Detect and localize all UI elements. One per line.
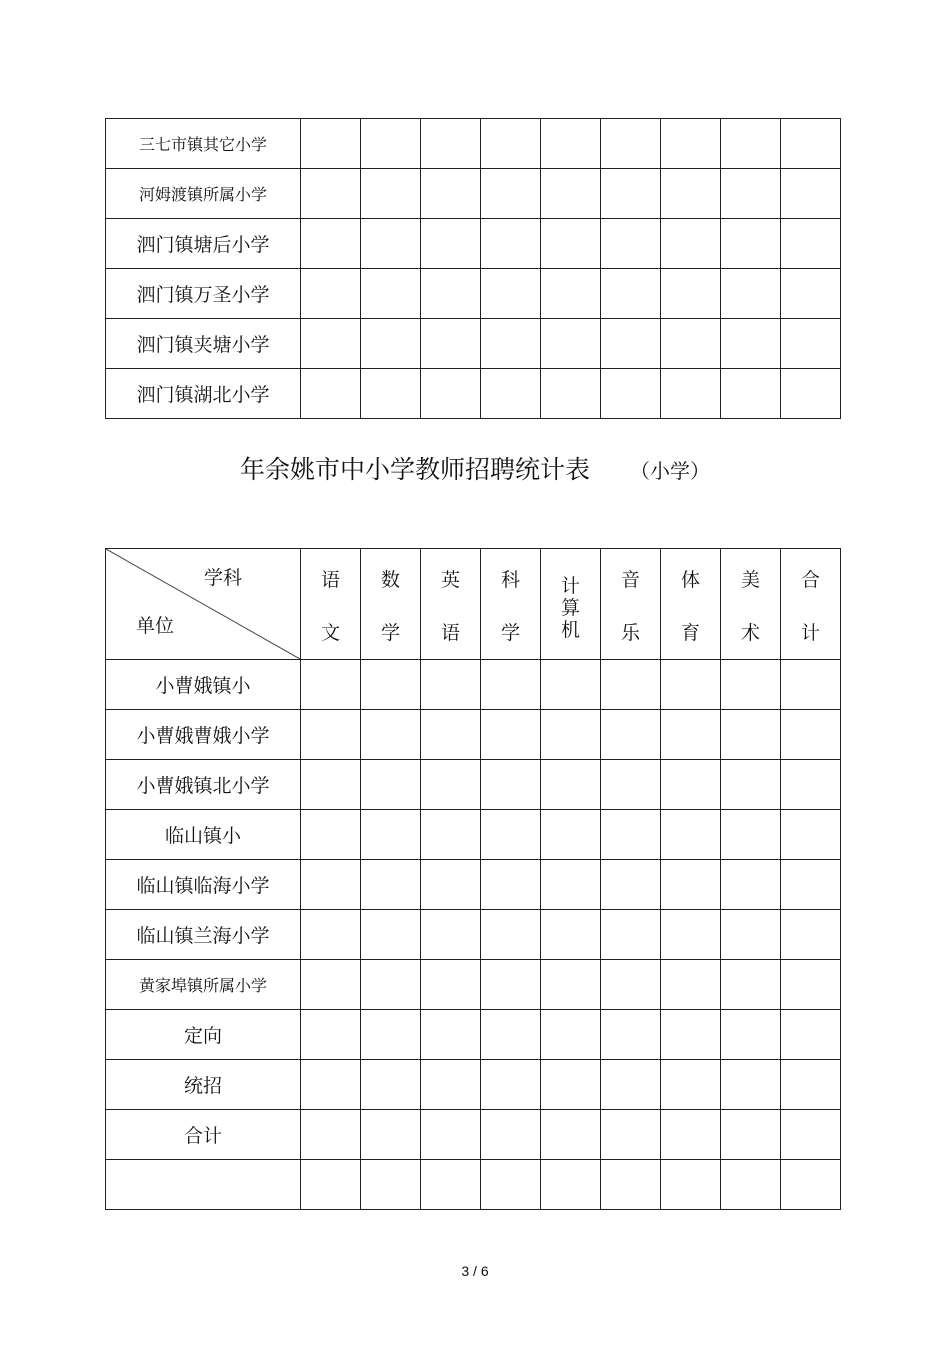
data-cell	[781, 369, 841, 419]
unit-cell: 统招	[106, 1060, 301, 1110]
data-cell	[661, 910, 721, 960]
data-cell	[541, 760, 601, 810]
header-char: 音	[620, 569, 640, 591]
data-cell	[661, 219, 721, 269]
unit-cell: 泗门镇万圣小学	[106, 269, 301, 319]
data-cell	[301, 860, 361, 910]
unit-cell: 小曹娥镇北小学	[106, 760, 301, 810]
data-cell	[361, 660, 421, 710]
data-cell	[541, 369, 601, 419]
unit-cell: 临山镇小	[106, 810, 301, 860]
table-row	[106, 1160, 841, 1210]
data-cell	[661, 710, 721, 760]
data-cell	[301, 760, 361, 810]
data-cell	[361, 319, 421, 369]
table-row	[106, 1060, 841, 1110]
data-cell	[301, 910, 361, 960]
data-cell	[541, 119, 601, 169]
data-cell	[481, 1010, 541, 1060]
data-cell	[421, 269, 481, 319]
data-cell	[481, 169, 541, 219]
data-cell	[301, 369, 361, 419]
data-cell	[481, 1160, 541, 1210]
header-char: 合	[800, 569, 820, 591]
data-cell	[541, 910, 601, 960]
data-cell	[421, 860, 481, 910]
data-cell	[421, 1060, 481, 1110]
header-char: 计	[560, 575, 580, 597]
data-cell	[601, 219, 661, 269]
data-cell	[421, 660, 481, 710]
table-row	[106, 910, 841, 960]
subject-header-chinese	[301, 549, 361, 660]
data-cell	[361, 710, 421, 760]
data-cell	[421, 1010, 481, 1060]
subject-header-total	[781, 549, 841, 660]
recruitment-stats-table	[105, 548, 841, 1210]
data-cell	[361, 810, 421, 860]
data-cell	[301, 710, 361, 760]
header-char: 语	[440, 622, 460, 644]
data-cell	[661, 660, 721, 710]
data-cell	[421, 710, 481, 760]
diagonal-header-cell	[106, 549, 301, 660]
data-cell	[541, 269, 601, 319]
data-cell	[301, 1060, 361, 1110]
table-row	[106, 810, 841, 860]
data-cell	[781, 960, 841, 1010]
header-char: 育	[680, 622, 700, 644]
table-row	[106, 169, 841, 219]
table-row	[106, 710, 841, 760]
subject-header-science	[481, 549, 541, 660]
data-cell	[481, 1110, 541, 1160]
top-table	[105, 118, 841, 419]
data-cell	[661, 1060, 721, 1110]
data-cell	[781, 119, 841, 169]
subject-label: 学科	[204, 567, 243, 589]
data-cell	[661, 960, 721, 1010]
data-cell	[661, 1110, 721, 1160]
header-char: 语	[320, 569, 340, 591]
data-cell	[481, 810, 541, 860]
table-row	[106, 660, 841, 710]
data-cell	[601, 1110, 661, 1160]
table-row	[106, 760, 841, 810]
data-cell	[781, 710, 841, 760]
data-cell	[601, 710, 661, 760]
header-row	[106, 549, 841, 660]
data-cell	[721, 219, 781, 269]
data-cell	[721, 1160, 781, 1210]
unit-cell	[106, 1160, 301, 1210]
unit-cell: 泗门镇夹塘小学	[106, 319, 301, 369]
unit-cell: 黄家埠镇所属小学	[106, 960, 301, 1010]
data-cell	[541, 169, 601, 219]
data-cell	[361, 1160, 421, 1210]
data-cell	[481, 269, 541, 319]
data-cell	[301, 169, 361, 219]
data-cell	[541, 710, 601, 760]
data-cell	[361, 219, 421, 269]
data-cell	[481, 219, 541, 269]
title-sub: （小学）	[630, 459, 710, 483]
document-title	[0, 450, 950, 486]
data-cell	[721, 960, 781, 1010]
data-cell	[661, 860, 721, 910]
data-cell	[601, 1010, 661, 1060]
data-cell	[421, 1110, 481, 1160]
data-cell	[301, 319, 361, 369]
diagonal-line	[106, 549, 300, 659]
data-cell	[541, 1110, 601, 1160]
data-cell	[601, 1160, 661, 1210]
data-cell	[721, 910, 781, 960]
unit-cell: 合计	[106, 1110, 301, 1160]
data-cell	[481, 860, 541, 910]
data-cell	[721, 860, 781, 910]
data-cell	[361, 760, 421, 810]
data-cell	[361, 1010, 421, 1060]
data-cell	[721, 760, 781, 810]
data-cell	[781, 269, 841, 319]
data-cell	[601, 169, 661, 219]
data-cell	[421, 319, 481, 369]
data-cell	[541, 1160, 601, 1210]
data-cell	[541, 660, 601, 710]
data-cell	[541, 1060, 601, 1110]
data-cell	[601, 269, 661, 319]
data-cell	[421, 910, 481, 960]
data-cell	[421, 960, 481, 1010]
data-cell	[421, 810, 481, 860]
data-cell	[481, 319, 541, 369]
subject-header-music	[601, 549, 661, 660]
data-cell	[721, 119, 781, 169]
header-char: 文	[320, 622, 340, 644]
data-cell	[361, 1110, 421, 1160]
data-cell	[721, 660, 781, 710]
data-cell	[721, 1060, 781, 1110]
data-cell	[661, 269, 721, 319]
data-cell	[781, 319, 841, 369]
subject-header-art	[721, 549, 781, 660]
data-cell	[481, 369, 541, 419]
data-cell	[361, 119, 421, 169]
table-row	[106, 219, 841, 269]
data-cell	[781, 1060, 841, 1110]
data-cell	[661, 810, 721, 860]
data-cell	[301, 269, 361, 319]
header-char: 学	[500, 622, 520, 644]
data-cell	[481, 119, 541, 169]
data-cell	[301, 1110, 361, 1160]
title-main: 年余姚市中小学教师招聘统计表	[239, 455, 590, 484]
header-char: 英	[440, 569, 460, 591]
table-row	[106, 1110, 841, 1160]
header-char: 机	[560, 619, 580, 641]
data-cell	[721, 369, 781, 419]
data-cell	[421, 1160, 481, 1210]
unit-cell: 定向	[106, 1010, 301, 1060]
subject-header-computer	[541, 549, 601, 660]
data-cell	[781, 219, 841, 269]
data-cell	[301, 810, 361, 860]
data-cell	[601, 1060, 661, 1110]
data-cell	[721, 810, 781, 860]
data-cell	[421, 119, 481, 169]
data-cell	[601, 119, 661, 169]
data-cell	[661, 119, 721, 169]
header-char: 体	[680, 569, 700, 591]
data-cell	[361, 169, 421, 219]
data-cell	[361, 269, 421, 319]
header-char: 数	[380, 569, 400, 591]
header-char: 科	[500, 569, 520, 591]
header-char: 乐	[620, 622, 640, 644]
unit-cell: 河姆渡镇所属小学	[106, 169, 301, 219]
table-row	[106, 860, 841, 910]
data-cell	[361, 1060, 421, 1110]
table-row	[106, 119, 841, 169]
data-cell	[721, 710, 781, 760]
data-cell	[301, 960, 361, 1010]
table-row	[106, 269, 841, 319]
data-cell	[541, 860, 601, 910]
unit-cell: 小曹娥曹娥小学	[106, 710, 301, 760]
unit-cell: 临山镇临海小学	[106, 860, 301, 910]
data-cell	[361, 369, 421, 419]
data-cell	[541, 1010, 601, 1060]
data-cell	[601, 860, 661, 910]
header-char: 学	[380, 622, 400, 644]
data-cell	[301, 660, 361, 710]
data-cell	[721, 169, 781, 219]
page-number: 3 / 6	[461, 1263, 489, 1279]
data-cell	[781, 760, 841, 810]
unit-cell: 小曹娥镇小	[106, 660, 301, 710]
subject-header-pe	[661, 549, 721, 660]
data-cell	[721, 1110, 781, 1160]
data-cell	[481, 1060, 541, 1110]
header-char: 术	[740, 622, 760, 644]
data-cell	[661, 319, 721, 369]
data-cell	[661, 169, 721, 219]
data-cell	[661, 760, 721, 810]
data-cell	[721, 319, 781, 369]
data-cell	[661, 369, 721, 419]
table-row	[106, 319, 841, 369]
data-cell	[301, 1160, 361, 1210]
data-cell	[781, 810, 841, 860]
header-char: 算	[560, 597, 580, 619]
data-cell	[361, 910, 421, 960]
data-cell	[481, 760, 541, 810]
header-char: 美	[740, 569, 760, 591]
data-cell	[601, 810, 661, 860]
data-cell	[481, 710, 541, 760]
unit-cell: 临山镇兰海小学	[106, 910, 301, 960]
data-cell	[781, 1110, 841, 1160]
data-cell	[661, 1010, 721, 1060]
data-cell	[601, 910, 661, 960]
data-cell	[481, 960, 541, 1010]
data-cell	[421, 369, 481, 419]
table-row	[106, 960, 841, 1010]
subject-header-english	[421, 549, 481, 660]
data-cell	[781, 1010, 841, 1060]
data-cell	[781, 660, 841, 710]
data-cell	[421, 169, 481, 219]
data-cell	[601, 319, 661, 369]
data-cell	[721, 269, 781, 319]
subject-header-math	[361, 549, 421, 660]
header-char: 计	[800, 622, 820, 644]
unit-cell: 泗门镇塘后小学	[106, 219, 301, 269]
data-cell	[721, 1010, 781, 1060]
data-cell	[601, 660, 661, 710]
data-cell	[301, 119, 361, 169]
unit-cell: 三七市镇其它小学	[106, 119, 301, 169]
data-cell	[361, 860, 421, 910]
data-cell	[481, 910, 541, 960]
data-cell	[481, 660, 541, 710]
data-cell	[601, 760, 661, 810]
data-cell	[541, 219, 601, 269]
data-cell	[601, 369, 661, 419]
data-cell	[781, 860, 841, 910]
data-cell	[361, 960, 421, 1010]
table-row	[106, 1010, 841, 1060]
data-cell	[301, 219, 361, 269]
data-cell	[541, 960, 601, 1010]
data-cell	[781, 910, 841, 960]
unit-cell: 泗门镇湖北小学	[106, 369, 301, 419]
data-cell	[781, 169, 841, 219]
data-cell	[661, 1160, 721, 1210]
unit-label: 单位	[136, 615, 175, 637]
data-cell	[421, 760, 481, 810]
data-cell	[601, 960, 661, 1010]
table-row	[106, 369, 841, 419]
data-cell	[421, 219, 481, 269]
data-cell	[781, 1160, 841, 1210]
data-cell	[541, 810, 601, 860]
data-cell	[301, 1010, 361, 1060]
data-cell	[541, 319, 601, 369]
